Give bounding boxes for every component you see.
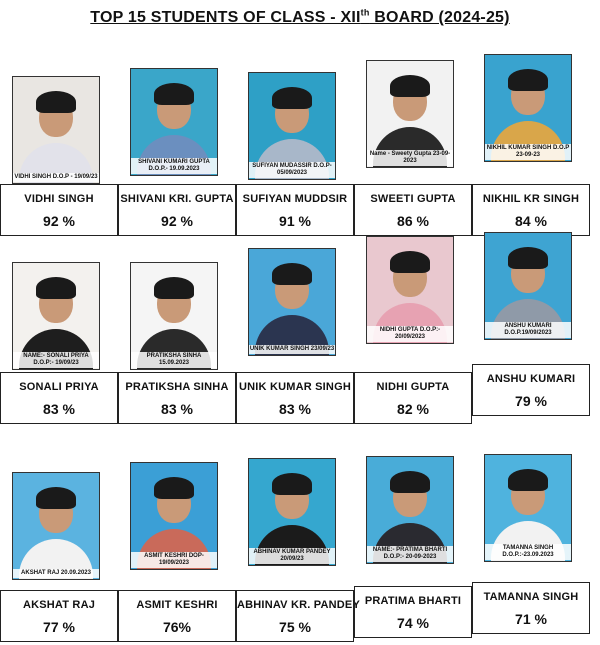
photo-hair [272, 263, 312, 285]
title-suffix: BOARD (2024-25) [369, 9, 510, 27]
photo-caption: NIKHIL KUMAR SINGH D.O.P 23-09-23 [486, 145, 570, 158]
student-name: SUFIYAN MUDDSIR [242, 193, 348, 205]
student-percent: 74 % [397, 615, 429, 631]
student-card [472, 232, 590, 409]
title-superscript: th [360, 8, 370, 18]
student-photo [484, 54, 572, 162]
student-photo [248, 248, 336, 356]
student-photo [130, 262, 218, 370]
student-photo [484, 232, 572, 340]
student-card [354, 52, 472, 229]
student-namebox [472, 364, 590, 416]
student-photo [366, 60, 454, 168]
student-name: UNIK KUMAR SINGH [239, 381, 351, 393]
student-card [354, 232, 472, 417]
student-namebox [354, 184, 472, 236]
photo-caption: ANSHU KUMARI D.O.P.19/09/2023 [485, 322, 571, 338]
title-prefix: TOP 15 STUDENTS OF CLASS - XII [90, 9, 361, 27]
student-photo [12, 472, 100, 580]
photo-hair [390, 251, 430, 273]
student-namebox [236, 184, 354, 236]
student-name: ANSHU KUMARI [486, 373, 576, 385]
student-namebox [236, 372, 354, 424]
photo-hair [508, 247, 548, 269]
student-name: AKSHAT RAJ [22, 599, 96, 611]
student-photo [248, 72, 336, 180]
photo-hair [154, 277, 194, 299]
photo-hair [508, 69, 548, 91]
student-name: ASMIT KESHRI [136, 599, 218, 611]
student-photo [366, 236, 454, 344]
photo-hair [390, 471, 430, 493]
student-percent: 83 % [43, 401, 75, 417]
student-card [0, 450, 118, 635]
student-name: PRATIMA BHARTI [364, 595, 462, 607]
student-percent: 84 % [515, 213, 547, 229]
student-percent: 83 % [161, 401, 193, 417]
student-namebox [0, 372, 118, 424]
photo-caption: TAMANNA SINGH D.O.P.:-23.09.2023 [485, 544, 571, 560]
student-namebox [118, 590, 236, 642]
student-name: NIDHI GUPTA [376, 381, 450, 393]
student-namebox [236, 590, 360, 642]
student-card [0, 52, 118, 229]
student-percent: 86 % [397, 213, 429, 229]
photo-caption: SHIVANI KUMARI GUPTA D.O.P.- 19.09.2023 [131, 158, 217, 174]
student-photo [12, 76, 100, 184]
photo-hair [154, 83, 194, 105]
student-name: PRATIKSHA SINHA [125, 381, 229, 393]
photo-caption: NIDHI GUPTA D.O.P:- 20/09/2023 [367, 326, 453, 342]
student-namebox [118, 184, 236, 236]
student-card [236, 232, 354, 417]
student-photo [366, 456, 454, 564]
student-percent: 75 % [279, 619, 311, 635]
photo-caption: SUFIYAN MUDASSIR D.O.P-05/09/2023 [249, 162, 335, 178]
student-card [118, 52, 236, 229]
photo-caption: UNIK KUMAR SINGH 23/09/23 [249, 346, 335, 352]
photo-hair [508, 469, 548, 491]
student-percent: 92 % [161, 213, 193, 229]
photo-caption: ASMIT KESHRI DOP-19/09/2023 [131, 552, 217, 568]
student-card [472, 450, 590, 627]
student-namebox [472, 184, 590, 236]
student-name: SHIVANI KRI. GUPTA [120, 193, 234, 205]
photo-caption: ABHINAV KUMAR PANDEY 20/09/23 [249, 548, 335, 564]
student-photo [484, 454, 572, 562]
student-name: VIDHI SINGH [24, 193, 94, 205]
photo-caption: Name - Sweety Gupta 23-09-2023 [367, 150, 453, 166]
student-namebox [354, 372, 472, 424]
student-photo [130, 68, 218, 176]
student-namebox [354, 586, 472, 638]
student-percent: 92 % [43, 213, 75, 229]
student-namebox [472, 582, 590, 634]
photo-hair [272, 87, 312, 109]
student-percent: 76% [162, 619, 192, 635]
student-percent: 82 % [397, 401, 429, 417]
student-percent: 91 % [279, 213, 311, 229]
student-percent: 83 % [279, 401, 311, 417]
student-card [236, 52, 354, 229]
student-name: TAMANNA SINGH [483, 591, 579, 603]
student-card [118, 450, 236, 635]
photo-hair [390, 75, 430, 97]
student-photo [248, 458, 336, 566]
photo-caption: PRATIKSHA SINHA 15.09.2023 [131, 352, 217, 368]
photo-caption: NAME:- SONALI PRIYA D.O.P:- 19/09/23 [13, 352, 99, 368]
photo-hair [36, 277, 76, 299]
student-namebox [0, 184, 118, 236]
student-card [118, 232, 236, 417]
student-percent: 79 % [515, 393, 547, 409]
student-name: SWEETI GUPTA [370, 193, 456, 205]
student-percent: 77 % [43, 619, 75, 635]
student-photo [12, 262, 100, 370]
student-namebox [0, 590, 118, 642]
student-card [0, 232, 118, 417]
photo-hair [154, 477, 194, 499]
photo-caption: AKSHAT RAJ 20.09.2023 [13, 569, 99, 578]
student-namebox [118, 372, 236, 424]
photo-hair [36, 91, 76, 113]
student-name: NIKHIL KR SINGH [482, 193, 580, 205]
student-card [236, 450, 360, 635]
student-photo [130, 462, 218, 570]
photo-hair [272, 473, 312, 495]
photo-caption: VIDHI SINGH D.O.P - 19/09/23 [14, 174, 98, 180]
student-card [354, 450, 472, 631]
student-card [472, 52, 590, 229]
page-title [0, 8, 600, 27]
student-percent: 71 % [515, 611, 547, 627]
photo-caption: NAME:- PRATIMA BHARTI D.O.P:- 20-09-2023 [367, 546, 453, 562]
student-name: ABHINAV KR. PANDEY [237, 599, 360, 611]
student-name: SONALI PRIYA [19, 381, 99, 393]
photo-hair [36, 487, 76, 509]
